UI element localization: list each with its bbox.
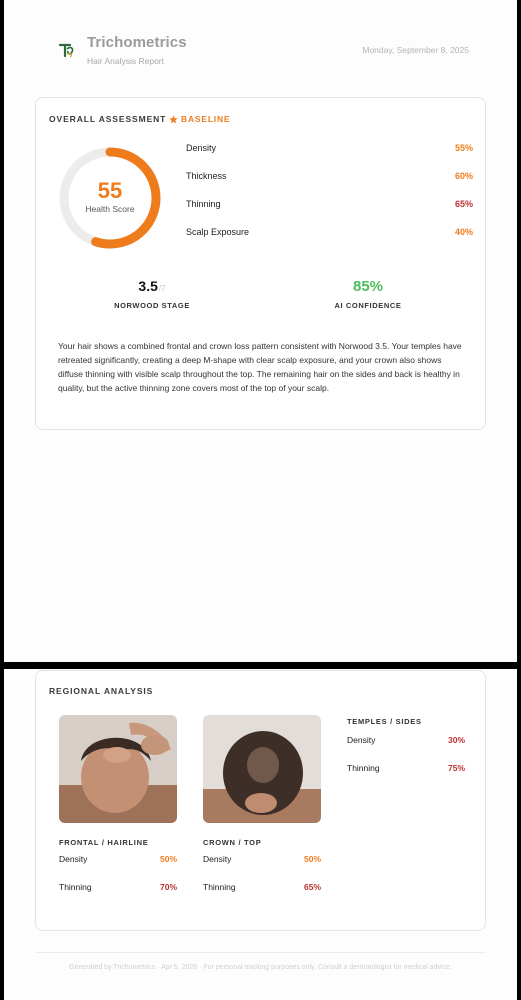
metric-value: 60%	[454, 171, 473, 181]
metric-thickness	[186, 171, 473, 185]
metric-density	[186, 143, 473, 157]
report-footer: Generated by Trichometrics · Apr 5, 2026 · For personal tracking purposes only. Consult a dermatologist for medical advice.	[69, 964, 452, 971]
norwood-stage-value	[77, 279, 227, 295]
metric-name: Density	[347, 735, 376, 745]
metric-value: 65%	[454, 199, 473, 209]
metric-name: Scalp Exposure	[186, 227, 250, 237]
regional-analysis-card	[35, 670, 486, 931]
ai-confidence-label: AI CONFIDENCE	[334, 301, 402, 310]
confidence-value: 85%	[352, 278, 384, 295]
metric-name: Thinning	[59, 882, 92, 892]
footer-divider	[35, 952, 486, 953]
frontal-thinning	[59, 882, 177, 894]
health-score-value: 55	[97, 178, 123, 203]
report-date: Monday, September 8, 2025	[362, 45, 469, 55]
temples-sides-title: TEMPLES / SIDES	[347, 717, 422, 726]
metric-name: Density	[186, 143, 217, 153]
metric-name: Density	[203, 854, 232, 864]
regional-analysis-title: REGIONAL ANALYSIS	[49, 686, 154, 696]
metric-name: Thinning	[347, 763, 380, 773]
overall-assessment-title: OVERALL ASSESSMENT	[49, 114, 167, 124]
health-score-label: Health Score	[85, 204, 135, 214]
frontal-density	[59, 854, 177, 866]
metric-value: 70%	[159, 882, 177, 892]
metric-value: 30%	[447, 735, 465, 745]
metric-name: Thinning	[203, 882, 236, 892]
frontal-hairline-photo	[59, 715, 177, 823]
metric-thinning	[186, 199, 473, 213]
metric-name: Thickness	[186, 171, 227, 181]
report-page-2	[4, 669, 517, 1000]
crown-top-title: CROWN / TOP	[203, 838, 262, 847]
trichometrics-logo	[57, 40, 77, 60]
baseline-label: BASELINE	[181, 114, 231, 124]
metric-name: Density	[59, 854, 88, 864]
metric-name: Thinning	[186, 199, 221, 209]
crown-thinning	[203, 882, 321, 894]
temples-density	[347, 735, 465, 747]
metric-value: 50%	[303, 854, 321, 864]
overall-assessment-card	[35, 97, 486, 430]
assessment-description: Your hair shows a combined frontal and crown loss pattern consistent with Norwood 3.5. Your temples have retreated significantly, creating a deep M-shape with clear scalp exposure, and your crown also shows diffuse thinning with visible scalp throughout the top. The remaining hair on the sides and back is healthy in quality, but the active thinning zone covers most of the top of your scalp.	[58, 341, 462, 393]
metric-value: 50%	[159, 854, 177, 864]
norwood-value: 3.5	[138, 278, 158, 294]
temples-thinning	[347, 763, 465, 775]
report-header	[4, 0, 517, 90]
crown-top-photo	[203, 715, 321, 823]
metric-value: 75%	[447, 763, 465, 773]
report-page-1	[4, 0, 517, 662]
report-subtitle: Hair Analysis Report	[87, 56, 165, 66]
norwood-stage-label: NORWOOD STAGE	[114, 301, 190, 310]
norwood-max: /7	[158, 284, 166, 293]
ai-confidence-value	[293, 279, 443, 295]
star-icon	[169, 115, 178, 124]
crown-density	[203, 854, 321, 866]
brand-name: Trichometrics	[87, 34, 187, 51]
metric-value: 55%	[454, 143, 473, 153]
metric-scalp-exposure	[186, 227, 473, 241]
metric-value: 65%	[303, 882, 321, 892]
frontal-hairline-title: FRONTAL / HAIRLINE	[59, 838, 149, 847]
baseline-badge	[169, 114, 230, 124]
metric-value: 40%	[454, 227, 473, 237]
